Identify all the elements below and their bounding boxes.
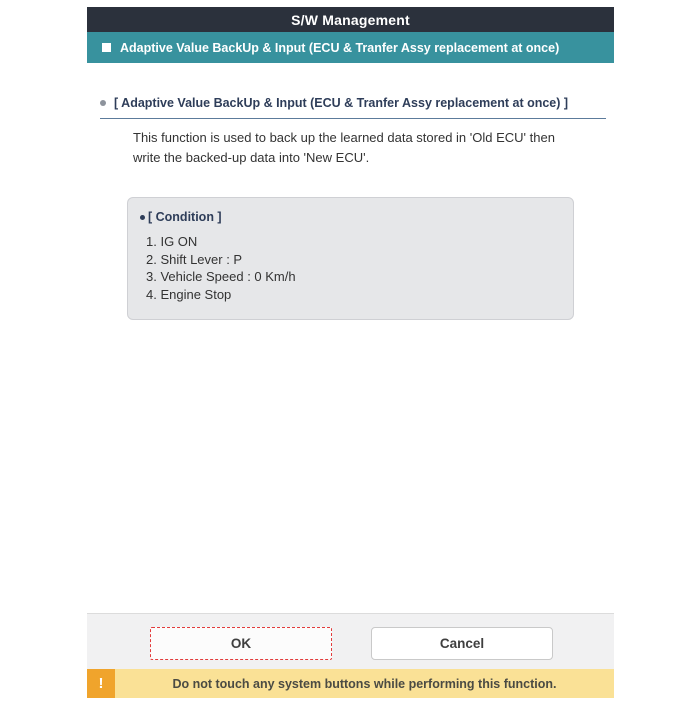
condition-title-text: [ Condition ]	[148, 210, 222, 224]
condition-item: 3. Vehicle Speed : 0 Km/h	[146, 269, 296, 284]
condition-box	[127, 197, 574, 320]
warning-icon: !	[87, 669, 115, 698]
condition-list	[140, 233, 559, 303]
warning-bar	[87, 669, 614, 698]
function-description	[133, 128, 611, 168]
function-header-label: Adaptive Value BackUp & Input (ECU & Tranfer Assy replacement at once)	[120, 40, 560, 55]
square-bullet-icon	[102, 43, 111, 52]
window-title	[87, 7, 614, 32]
bullet-icon	[140, 215, 145, 220]
condition-title	[140, 210, 559, 224]
condition-item: 2. Shift Lever : P	[146, 251, 243, 267]
bullet-icon	[100, 100, 106, 106]
description-line: This function is used to back up the learned data stored in 'Old ECU' then	[133, 130, 555, 145]
sw-management-panel	[87, 0, 614, 704]
cancel-button[interactable]: Cancel	[371, 627, 553, 660]
footer-button-bar	[87, 613, 614, 669]
section-title	[100, 96, 606, 119]
section-title-text: [ Adaptive Value BackUp & Input (ECU & Tranfer Assy replacement at once) ]	[114, 96, 569, 110]
condition-item: 1. IG ON	[146, 234, 198, 249]
description-line: write the backed-up data into 'New ECU'.	[133, 150, 370, 165]
condition-item: 4. Engine Stop	[146, 286, 232, 302]
warning-message: Do not touch any system buttons while performing this function.	[172, 676, 557, 691]
window-title-text: S/W Management	[291, 11, 410, 28]
function-header	[87, 32, 614, 63]
ok-button[interactable]: OK	[150, 627, 332, 660]
